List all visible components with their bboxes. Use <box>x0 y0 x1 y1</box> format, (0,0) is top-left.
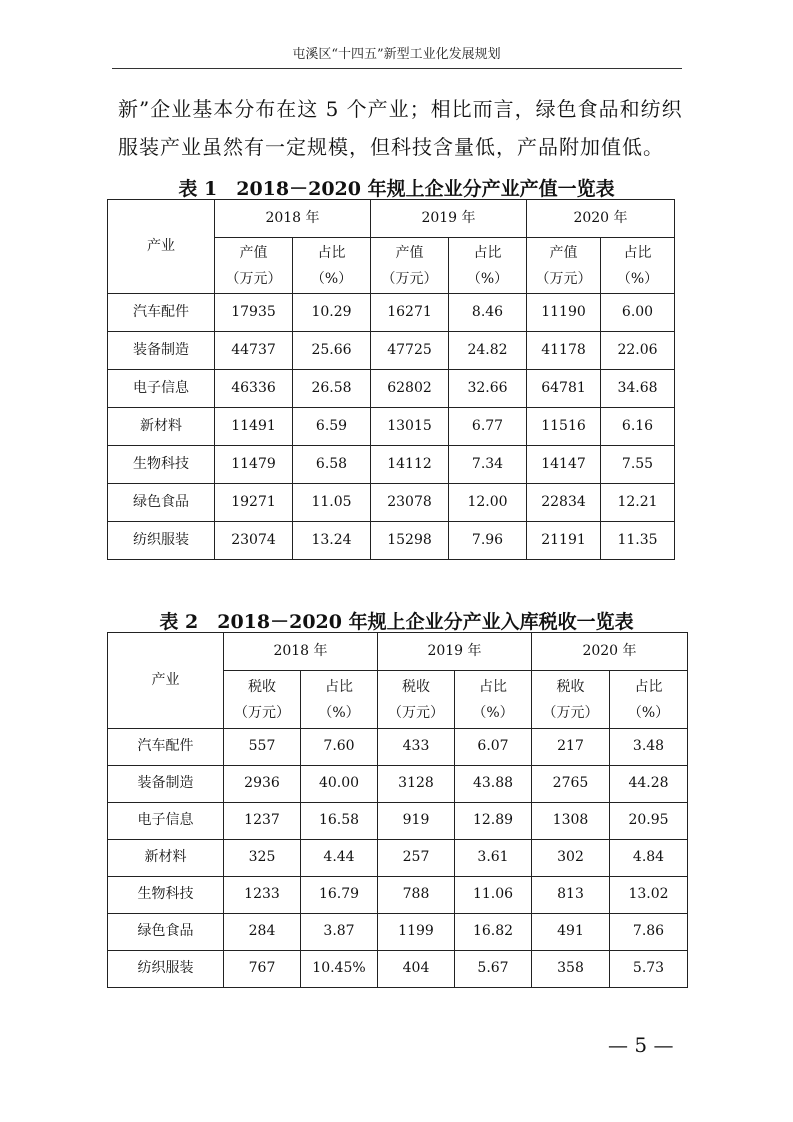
table-row <box>108 840 688 877</box>
share-cell: 6.07 <box>455 729 532 766</box>
paragraph-line-1: 新”企业基本分布在这 5 个产业；相比而言，绿色食品和纺织 <box>118 97 683 121</box>
share-unit: （%） <box>616 270 659 287</box>
table1 <box>107 199 675 560</box>
value-cell: 41178 <box>527 332 601 370</box>
paragraph-line-2: 服装产业虽然有一定规模，但科技含量低，产品附加值低。 <box>118 135 664 159</box>
share-cell: 34.68 <box>601 370 675 408</box>
value-cell: 11516 <box>527 408 601 446</box>
value-cell: 22834 <box>527 484 601 522</box>
table1-year-header: 2018 年 <box>215 200 371 238</box>
share-cell: 12.89 <box>455 803 532 840</box>
share-cell: 20.95 <box>610 803 688 840</box>
value-cell: 64781 <box>527 370 601 408</box>
value-cell: 46336 <box>215 370 293 408</box>
value-cell: 2765 <box>532 766 610 803</box>
share-unit: （%） <box>310 270 353 287</box>
table2-year-header: 2019 年 <box>378 633 532 671</box>
industry-cell: 生物科技 <box>108 877 224 914</box>
industry-cell: 电子信息 <box>108 370 215 408</box>
value-label: 产值 <box>395 244 424 261</box>
value-cell: 11190 <box>527 294 601 332</box>
value-cell: 14147 <box>527 446 601 484</box>
table-row <box>108 522 675 560</box>
value-cell: 1199 <box>378 914 455 951</box>
industry-cell: 电子信息 <box>108 803 224 840</box>
industry-cell: 新材料 <box>108 840 224 877</box>
table2-year-header: 2020 年 <box>532 633 688 671</box>
value-cell: 491 <box>532 914 610 951</box>
table-row <box>108 408 675 446</box>
table-row <box>108 294 675 332</box>
industry-cell: 生物科技 <box>108 446 215 484</box>
share-cell: 16.82 <box>455 914 532 951</box>
value-cell: 433 <box>378 729 455 766</box>
share-label: 占比 <box>473 244 502 261</box>
value-cell: 302 <box>532 840 610 877</box>
value-cell: 3128 <box>378 766 455 803</box>
value-cell: 16271 <box>371 294 449 332</box>
industry-cell: 装备制造 <box>108 332 215 370</box>
value-cell: 17935 <box>215 294 293 332</box>
share-unit: （%） <box>472 704 514 721</box>
share-cell: 32.66 <box>449 370 527 408</box>
table1-share-header <box>293 238 371 294</box>
value-cell: 404 <box>378 951 455 988</box>
industry-cell: 汽车配件 <box>108 294 215 332</box>
table1-share-header <box>601 238 675 294</box>
share-cell: 6.58 <box>293 446 371 484</box>
value-label: 产值 <box>239 244 268 261</box>
share-cell: 11.05 <box>293 484 371 522</box>
share-cell: 11.06 <box>455 877 532 914</box>
share-cell: 12.21 <box>601 484 675 522</box>
value-cell: 557 <box>224 729 301 766</box>
table2-industry-header: 产业 <box>108 633 224 729</box>
industry-cell: 纺织服装 <box>108 951 224 988</box>
industry-cell: 纺织服装 <box>108 522 215 560</box>
share-cell: 13.24 <box>293 522 371 560</box>
value-cell: 788 <box>378 877 455 914</box>
value-cell: 767 <box>224 951 301 988</box>
value-cell: 11491 <box>215 408 293 446</box>
value-cell: 325 <box>224 840 301 877</box>
table2-year-header: 2018 年 <box>224 633 378 671</box>
share-cell: 3.61 <box>455 840 532 877</box>
share-cell: 6.00 <box>601 294 675 332</box>
share-cell: 7.60 <box>301 729 378 766</box>
value-cell: 62802 <box>371 370 449 408</box>
share-cell: 4.44 <box>301 840 378 877</box>
share-cell: 11.35 <box>601 522 675 560</box>
share-cell: 24.82 <box>449 332 527 370</box>
value-cell: 1237 <box>224 803 301 840</box>
share-unit: （%） <box>627 704 670 721</box>
table-row <box>108 803 688 840</box>
table1-body <box>108 294 675 560</box>
value-cell: 813 <box>532 877 610 914</box>
table1-industry-header: 产业 <box>108 200 215 294</box>
table2-tax-header <box>532 671 610 729</box>
table1-share-header <box>449 238 527 294</box>
table2-share-header <box>301 671 378 729</box>
share-cell: 7.96 <box>449 522 527 560</box>
value-cell: 1308 <box>532 803 610 840</box>
table-row <box>108 951 688 988</box>
value-cell: 21191 <box>527 522 601 560</box>
value-unit: （万元） <box>225 270 282 287</box>
share-cell: 44.28 <box>610 766 688 803</box>
value-cell: 257 <box>378 840 455 877</box>
table1-value-header <box>371 238 449 294</box>
value-cell: 1233 <box>224 877 301 914</box>
table-row <box>108 332 675 370</box>
share-cell: 3.87 <box>301 914 378 951</box>
share-cell: 26.58 <box>293 370 371 408</box>
share-cell: 10.45% <box>301 951 378 988</box>
table1-year-header: 2020 年 <box>527 200 675 238</box>
table1-value-header <box>527 238 601 294</box>
share-cell: 7.55 <box>601 446 675 484</box>
value-label: 税收 <box>402 678 430 695</box>
value-cell: 13015 <box>371 408 449 446</box>
share-cell: 22.06 <box>601 332 675 370</box>
industry-cell: 绿色食品 <box>108 914 224 951</box>
table1-year-header: 2019 年 <box>371 200 527 238</box>
value-cell: 44737 <box>215 332 293 370</box>
table-row <box>108 729 688 766</box>
table-row <box>108 877 688 914</box>
table1-caption: 表 1 2018－2020 年规上企业分产业产值一览表 <box>178 178 615 200</box>
share-cell: 7.34 <box>449 446 527 484</box>
value-unit: （万元） <box>535 270 592 287</box>
share-cell: 12.00 <box>449 484 527 522</box>
share-label: 占比 <box>634 678 663 695</box>
value-cell: 217 <box>532 729 610 766</box>
share-cell: 6.77 <box>449 408 527 446</box>
value-unit: （万元） <box>234 704 290 721</box>
share-cell: 6.16 <box>601 408 675 446</box>
industry-cell: 汽车配件 <box>108 729 224 766</box>
share-label: 占比 <box>325 678 353 695</box>
value-cell: 23074 <box>215 522 293 560</box>
share-cell: 5.73 <box>610 951 688 988</box>
share-cell: 7.86 <box>610 914 688 951</box>
share-unit: （%） <box>466 270 509 287</box>
running-header: 屯溪区“十四五”新型工业化发展规划 <box>292 47 501 62</box>
table2-body <box>108 729 688 988</box>
industry-cell: 装备制造 <box>108 766 224 803</box>
share-unit: （%） <box>318 704 360 721</box>
header-rule <box>112 68 682 69</box>
table-row <box>108 446 675 484</box>
share-label: 占比 <box>317 244 346 261</box>
value-cell: 19271 <box>215 484 293 522</box>
share-cell: 25.66 <box>293 332 371 370</box>
page-number: — 5 — <box>608 1033 674 1057</box>
value-unit: （万元） <box>381 270 438 287</box>
value-cell: 47725 <box>371 332 449 370</box>
table-row <box>108 370 675 408</box>
table1-value-header <box>215 238 293 294</box>
share-cell: 10.29 <box>293 294 371 332</box>
table-row <box>108 766 688 803</box>
value-cell: 284 <box>224 914 301 951</box>
industry-cell: 新材料 <box>108 408 215 446</box>
value-unit: （万元） <box>542 704 599 721</box>
share-cell: 6.59 <box>293 408 371 446</box>
value-label: 税收 <box>248 678 276 695</box>
table2-tax-header <box>224 671 301 729</box>
share-cell: 13.02 <box>610 877 688 914</box>
share-cell: 16.58 <box>301 803 378 840</box>
share-cell: 4.84 <box>610 840 688 877</box>
share-label: 占比 <box>623 244 652 261</box>
share-label: 占比 <box>479 678 507 695</box>
share-cell: 43.88 <box>455 766 532 803</box>
value-unit: （万元） <box>388 704 444 721</box>
table2-tax-header <box>378 671 455 729</box>
value-cell: 15298 <box>371 522 449 560</box>
table-row <box>108 484 675 522</box>
share-cell: 16.79 <box>301 877 378 914</box>
share-cell: 5.67 <box>455 951 532 988</box>
value-cell: 14112 <box>371 446 449 484</box>
share-cell: 3.48 <box>610 729 688 766</box>
table2-share-header <box>455 671 532 729</box>
value-cell: 11479 <box>215 446 293 484</box>
share-cell: 40.00 <box>301 766 378 803</box>
industry-cell: 绿色食品 <box>108 484 215 522</box>
value-cell: 919 <box>378 803 455 840</box>
table-row <box>108 914 688 951</box>
value-label: 税收 <box>556 678 585 695</box>
table2 <box>107 632 688 988</box>
value-cell: 23078 <box>371 484 449 522</box>
table2-share-header <box>610 671 688 729</box>
share-cell: 8.46 <box>449 294 527 332</box>
value-label: 产值 <box>549 244 578 261</box>
value-cell: 2936 <box>224 766 301 803</box>
table2-caption: 表 2 2018－2020 年规上企业分产业入库税收一览表 <box>159 611 634 633</box>
value-cell: 358 <box>532 951 610 988</box>
